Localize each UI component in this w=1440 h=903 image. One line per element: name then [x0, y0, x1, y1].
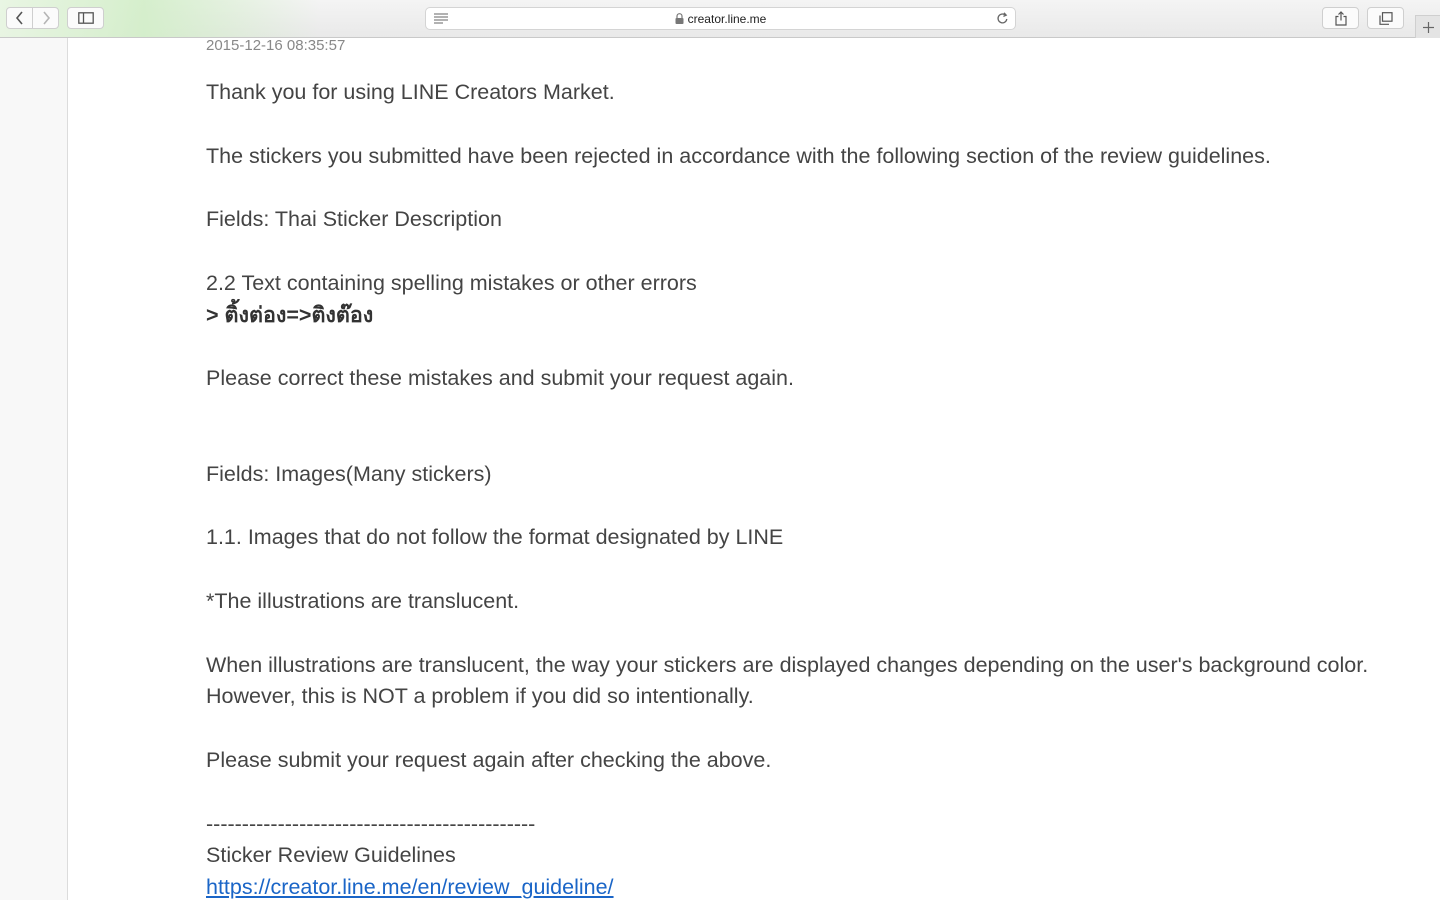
- url-text: creator.line.me: [687, 12, 767, 26]
- forward-button[interactable]: [32, 7, 59, 29]
- guidelines-link[interactable]: https://creator.line.me/en/review_guideline/: [206, 875, 614, 899]
- browser-toolbar: [0, 0, 1440, 38]
- thanks-line: Thank you for using LINE Creators Market.: [206, 80, 615, 104]
- lock-icon: [675, 13, 684, 24]
- resubmit-instruction: Please submit your request again after checking the above.: [206, 748, 772, 772]
- sidebar-toggle-button[interactable]: [67, 7, 104, 29]
- show-tabs-button[interactable]: [1367, 7, 1404, 29]
- share-button[interactable]: [1322, 7, 1359, 29]
- chevron-right-icon: [41, 11, 51, 25]
- share-icon: [1335, 11, 1347, 26]
- message-timestamp: 2015-12-16 08:35:57: [206, 37, 346, 54]
- divider-text: ----------------------------------------------: [206, 812, 536, 836]
- tabs-icon: [1379, 12, 1393, 25]
- translucent-explanation: When illustrations are translucent, the way your stickers are displayed changes depending on the user's background color. However, this is NOT a problem if you did so intentionally.: [206, 653, 1369, 708]
- sidebar-icon: [78, 12, 94, 24]
- field-heading-images: Fields: Images(Many stickers): [206, 462, 492, 486]
- rejection-notice: The stickers you submitted have been rejected in accordance with the following section of the review guidelines.: [206, 144, 1271, 168]
- translucent-note: *The illustrations are translucent.: [206, 589, 520, 613]
- reload-icon[interactable]: [996, 12, 1009, 25]
- back-button[interactable]: [6, 7, 33, 29]
- thai-correction: > ติ้งต่อง=>ติงต๊อง: [206, 303, 374, 327]
- plus-icon: [1423, 22, 1434, 33]
- url-display[interactable]: [426, 12, 1015, 26]
- rule-heading-format: 1.1. Images that do not follow the format designated by LINE: [206, 525, 784, 549]
- new-tab-button[interactable]: [1415, 15, 1440, 38]
- guidelines-label: Sticker Review Guidelines: [206, 843, 456, 867]
- chevron-left-icon: [15, 11, 25, 25]
- address-bar[interactable]: [425, 7, 1016, 30]
- rule-heading-spelling: 2.2 Text containing spelling mistakes or other errors: [206, 271, 697, 295]
- correction-instruction: Please correct these mistakes and submit your request again.: [206, 366, 794, 390]
- left-gutter: [0, 38, 68, 900]
- field-heading-description: Fields: Thai Sticker Description: [206, 207, 502, 231]
